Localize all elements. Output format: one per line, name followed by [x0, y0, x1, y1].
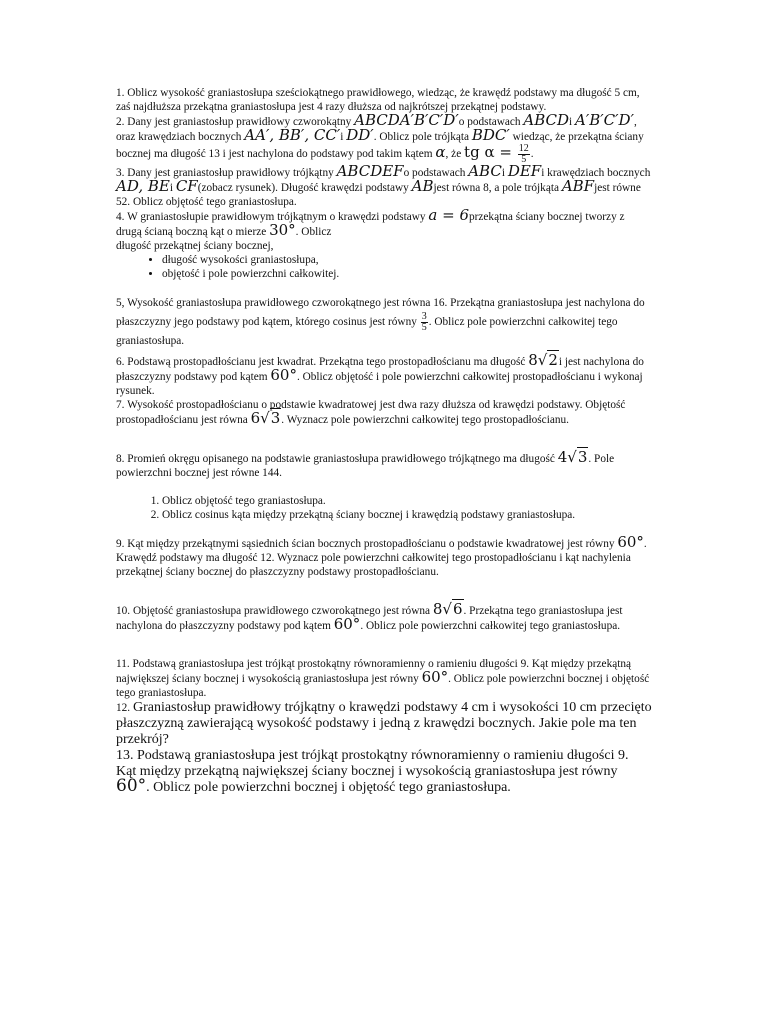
problem-7-text: 7. Wysokość prostopadłościanu o podstawie kwadratowej jest dwa razy dłuższa od krawędzi podstawy. Objętość prostopadłościanu jest równa — [116, 399, 626, 426]
spacer — [116, 281, 652, 295]
problem-2-text: , że — [445, 148, 465, 161]
problem-2-text: 2. Dany jest graniastosłup prawidłowy czworokątny — [116, 116, 355, 128]
problem-8 — [116, 448, 652, 480]
formula-prism: ABCDA′B′C′D′ — [354, 111, 459, 129]
formula-edge: CF — [175, 177, 198, 195]
root-radicand: 3 — [270, 409, 281, 427]
problem-7-text: . Wyznacz pole powierzchni całkowitej tego prostopadłościanu. — [281, 414, 569, 426]
problem-8-list — [116, 494, 652, 522]
spacer — [116, 593, 652, 603]
formula-edge-ab: AB — [411, 177, 434, 195]
formula-angle: 60° — [421, 668, 449, 686]
formula-prism: ABCDEF — [336, 162, 404, 180]
root-radicand: 3 — [577, 448, 588, 466]
problem-11-text: 11. Podstawą graniastosłupa jest trójkąt prostokątny równoramienny o ramieniu długości 9. Kąt między przekątną największej ściany bocznej i wysokością graniastosłupa jest równy — [116, 658, 632, 685]
document-body — [116, 86, 652, 796]
problem-6-text: . Oblicz objętość i pole powierzchni całkowitej prostopadłościanu i wykonaj rysunek. — [116, 371, 643, 397]
problem-9-text: . Krawędź podstawy ma długość 12. Wyznacz pole powierzchni całkowitej tego prostopadłościanu i kąt nachylenia przekątnej ściany bocznej do płaszczyzny podstawy prostopadłościanu. — [116, 538, 647, 578]
problem-10-text: 10. Objętość graniastosłupa prawidłowego czworokątnego jest równa — [116, 605, 433, 617]
problem-2 — [116, 111, 652, 165]
problem-3-text: 3. Dany jest graniastosłup prawidłowy trójkątny — [116, 167, 337, 179]
root-coefficient: 6 — [250, 409, 261, 427]
problem-9-text: 9. Kąt między przekątnymi sąsiednich ścian bocznych prostopadłościanu o podstawie kwadratowej jest równy — [116, 538, 618, 550]
problem-10-text: . Oblicz pole powierzchni całkowitej tego graniastosłupa. — [360, 620, 621, 632]
formula-top-base: DEF — [507, 162, 542, 180]
problem-3-text: (zobacz rysunek). Długość krawędzi podstawy — [197, 182, 412, 194]
problem-2-text: . — [530, 148, 534, 161]
formula-triangle: BDC′ — [471, 126, 510, 144]
problem-6-text: 6. Podstawą prostopadłościanu jest kwadrat. Przekątna tego prostopadłościanu ma długość — [116, 356, 529, 368]
problem-3-text: jest równa 8, a pole trójkąta — [433, 182, 562, 194]
root-radicand: 6 — [452, 600, 463, 618]
problem-6-text: i jest nachylona do płaszczyzny podstawy pod kątem — [116, 356, 644, 383]
problem-12-number: 12. — [116, 702, 133, 714]
spacer — [116, 522, 652, 536]
problem-3-text: i krawędziach bocznych — [541, 167, 651, 179]
formula-angle: 30° — [269, 221, 296, 239]
problem-4-list — [116, 253, 652, 281]
spacer — [116, 647, 652, 657]
problem-5 — [116, 295, 652, 350]
list-item: 2. Oblicz cosinus kąta między przekątną ściany bocznej i krawędzią podstawy graniastosłupa. — [162, 508, 652, 522]
formula-root: 4√3 — [557, 448, 588, 466]
formula-root: 8√6 — [432, 600, 463, 618]
problem-12 — [116, 700, 652, 748]
problem-4-text: . Oblicz — [295, 226, 332, 238]
problem-3-text: jest równe 52. Oblicz objętość tego graniastosłupa. — [116, 182, 641, 208]
spacer — [116, 633, 652, 647]
formula-top-base: A′B′C′D′ — [575, 111, 634, 129]
formula-edge: DD′ — [346, 126, 374, 144]
spacer — [116, 579, 652, 593]
problem-12-text: Graniastosłup prawidłowy trójkątny o krawędzi podstawy 4 cm i wysokości 10 cm przecięto płaszczyzną zawierającą wysokość podstawy i jedną z krawędzi bocznych. Jakie pole ma ten przekrój? — [116, 700, 652, 747]
problem-2-text: wiedząc, że przekątna ściany bocznej ma długość 13 i jest nachylona do podstawy pod takim kątem — [116, 131, 644, 161]
formula-triangle: ABF — [561, 177, 595, 195]
problem-3-text: i — [501, 167, 508, 179]
formula-base: ABC — [468, 162, 502, 180]
problem-4-text: 4. W graniastosłupie prawidłowym trójkątnym o krawędzi podstawy — [116, 211, 429, 223]
formula-root: 8√2 — [528, 351, 558, 369]
spacer — [116, 427, 652, 441]
problem-2-text: o podstawach — [458, 116, 524, 128]
problem-10 — [116, 600, 652, 633]
problem-3 — [116, 162, 652, 209]
root-coefficient: 4 — [557, 448, 568, 466]
problem-8-text: . Pole powierzchni bocznej jest równe 144. — [116, 453, 615, 479]
problem-11 — [116, 657, 652, 700]
problem-3-text: o podstawach — [403, 167, 469, 179]
list-item: 1. Oblicz objętość tego graniastosłupa. — [162, 494, 652, 508]
problem-13-text: . Oblicz pole powierzchni bocznej i objętość tego graniastosłupa. — [146, 780, 511, 795]
problem-1-text: 1. Oblicz wysokość graniastosłupa sześciokątnego prawidłowego, wiedząc, że krawędź podstawy ma długość 5 cm, zaś najdłuższa przekątna graniastosłupa jest 4 razy dłuższa od najkrótszej przekątnej podstawy. — [116, 87, 640, 113]
formula-edges: AD, BE — [116, 177, 170, 195]
problem-2-text: , oraz krawędziach bocznych — [116, 116, 637, 143]
formula-alpha: α — [435, 143, 446, 162]
problem-11-text: . Oblicz pole powierzchni bocznej i objętość tego graniastosłupa. — [116, 673, 650, 699]
problem-2-text: . Oblicz pole trójkąta — [373, 131, 472, 143]
problem-4-text: długość przekątnej ściany bocznej, — [116, 240, 274, 252]
problem-1 — [116, 86, 652, 114]
problem-7 — [116, 398, 652, 427]
formula-angle: 60° — [333, 615, 361, 633]
formula-base: ABCD — [523, 111, 570, 129]
formula-root: 6√3 — [250, 409, 281, 427]
problem-13-text: 13. Podstawą graniastosłupa jest trójkąt prostokątny równoramienny o ramieniu długości 9. Kąt między przekątną największej ściany bocznej i wysokością graniastosłupa jest równy — [116, 748, 629, 779]
problem-2-text: i — [569, 116, 573, 128]
formula-angle: 60° — [116, 776, 147, 796]
problem-8-text: 8. Promień okręgu opisanego na podstawie graniastosłupa prawidłowego trójkątnego ma długość — [116, 453, 558, 465]
fraction-numerator: 12 — [518, 143, 529, 154]
formula-edge-length: a = 6 — [428, 206, 469, 224]
list-item: • objętość i pole powierzchni całkowitej. — [162, 267, 652, 281]
spacer — [116, 480, 652, 494]
fraction-numerator: 3 — [421, 311, 427, 322]
problem-3-text: i — [169, 182, 176, 194]
formula-angle: 60° — [270, 366, 297, 384]
problem-6 — [116, 351, 652, 398]
root-radicand: 2 — [548, 351, 558, 369]
problem-5-text: 5, Wysokość graniastosłupa prawidłowego czworokątnego jest równa 16. Przekątna graniastosłupa jest nachylona do płaszczyzny jego podstawy pod kątem, którego cosinus jest równy — [116, 297, 645, 329]
problem-4-text: przekątna ściany bocznej tworzy z drugą ścianą boczną kąt o mierze — [116, 211, 625, 238]
problem-2-text: i — [340, 131, 347, 143]
formula-tangent: tg α = — [464, 143, 517, 162]
problem-9 — [116, 533, 652, 579]
fraction-3-5 — [421, 312, 428, 333]
problem-5-text: . Oblicz pole powierzchni całkowitej tego graniastosłupa. — [116, 316, 618, 347]
root-coefficient: 8 — [432, 600, 443, 618]
problem-10-text: . Przekątna tego graniastosłupa jest nachylona do płaszczyzny podstawy pod kątem — [116, 605, 623, 632]
fraction-denominator: 5 — [421, 322, 427, 333]
problem-4 — [116, 206, 652, 253]
root-coefficient: 8 — [528, 351, 538, 369]
formula-angle: 60° — [617, 533, 644, 551]
list-item: • długość wysokości graniastosłupa, — [162, 253, 652, 267]
formula-edges: AA′, BB′, CC′ — [244, 126, 341, 144]
fraction-denominator: 5 — [521, 154, 527, 165]
problem-13 — [116, 748, 652, 796]
